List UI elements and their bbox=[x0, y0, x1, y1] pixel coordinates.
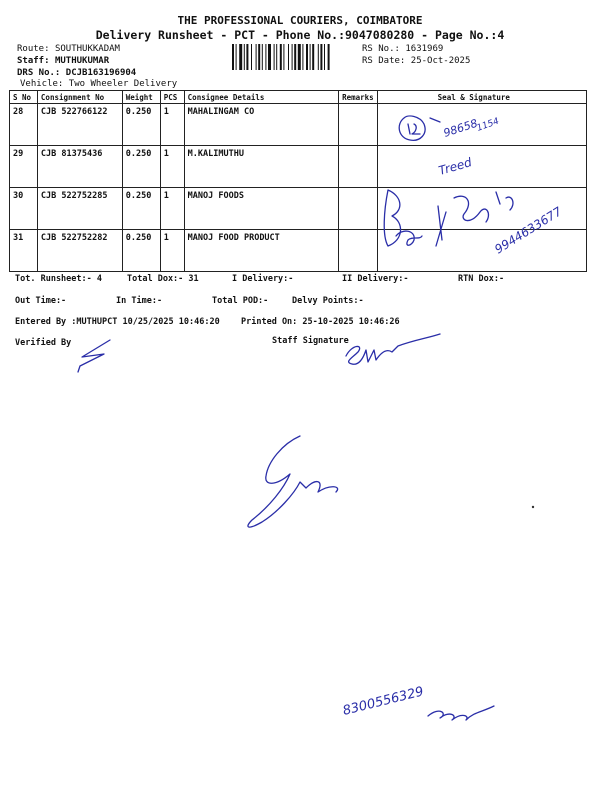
rs-date-value: 25-Oct-2025 bbox=[410, 56, 471, 66]
col-seal-signature: Seal & Signature bbox=[377, 91, 586, 104]
large-signature-mark bbox=[248, 436, 338, 527]
route-label: Route: bbox=[17, 44, 50, 54]
col-pcs: PCS bbox=[160, 91, 184, 104]
signature-row28 bbox=[399, 116, 501, 140]
col-consignment: Consignment No bbox=[37, 91, 122, 104]
delvy-points: Delvy Points:- bbox=[292, 296, 364, 306]
col-consignee: Consignee Details bbox=[184, 91, 338, 104]
rs-no-value: 1631969 bbox=[405, 44, 444, 54]
row29-note: Treed bbox=[436, 155, 474, 178]
entered-by: Entered By :MUTHUPCT 10/25/2025 10:46:20 bbox=[15, 317, 220, 327]
total-pod: Total POD:- bbox=[212, 296, 269, 306]
verified-by: Verified By bbox=[15, 338, 72, 348]
bottom-phone: 8300556329 bbox=[341, 684, 426, 719]
vehicle-label: Vehicle: bbox=[20, 79, 64, 89]
cell-pcs: 1 bbox=[160, 188, 184, 230]
cell-sno: 31 bbox=[10, 230, 38, 272]
staff-signature-mark bbox=[346, 334, 440, 364]
cell-consignee: MANOJ FOODS bbox=[184, 188, 338, 230]
printed-on: Printed On: 25-10-2025 10:46:26 bbox=[241, 317, 400, 327]
col-remarks: Remarks bbox=[339, 91, 378, 104]
cell-pcs: 1 bbox=[160, 146, 184, 188]
cell-weight: 0.250 bbox=[122, 104, 160, 146]
in-time: In Time:- bbox=[116, 296, 163, 306]
rs-date-label: RS Date: bbox=[362, 56, 406, 66]
col-weight: Weight bbox=[122, 91, 160, 104]
drs-label: DRS No.: bbox=[17, 68, 61, 78]
cell-weight: 0.250 bbox=[122, 188, 160, 230]
row28-number: 98658 bbox=[441, 116, 480, 140]
staff-signature-label: Staff Signature bbox=[272, 336, 349, 346]
cell-weight: 0.250 bbox=[122, 230, 160, 272]
bottom-scribble bbox=[428, 706, 494, 720]
ink-dot bbox=[532, 506, 534, 508]
ii-delivery: II Delivery:- bbox=[342, 274, 409, 284]
signature-row30-31 bbox=[384, 190, 564, 257]
cell-consignment: CJB 522752285 bbox=[37, 188, 122, 230]
total-dox: Total Dox:- 31 bbox=[127, 274, 199, 284]
drs-value: DCJB163196904 bbox=[65, 68, 137, 78]
cell-weight: 0.250 bbox=[122, 146, 160, 188]
out-time: Out Time:- bbox=[15, 296, 67, 306]
cell-consignment: CJB 522752282 bbox=[37, 230, 122, 272]
route-value: SOUTHUKKADAM bbox=[54, 44, 120, 54]
cell-sno: 28 bbox=[10, 104, 38, 146]
rs-no-label: RS No.: bbox=[362, 44, 400, 54]
row28-extra: 1154 bbox=[475, 116, 501, 134]
row30-phone: 9944633677 bbox=[492, 204, 565, 257]
cell-consignee: MAHALINGAM CO bbox=[184, 104, 338, 146]
cell-sno: 30 bbox=[10, 188, 38, 230]
cell-sno: 29 bbox=[10, 146, 38, 188]
cell-pcs: 1 bbox=[160, 104, 184, 146]
staff-label: Staff: bbox=[17, 56, 50, 66]
col-sno: S No bbox=[10, 91, 38, 104]
verified-by-mark bbox=[78, 340, 110, 372]
company-title: THE PROFESSIONAL COURIERS, COIMBATORE bbox=[177, 14, 423, 27]
tot-runsheet: Tot. Runsheet:- 4 bbox=[15, 274, 102, 284]
rtn-dox: RTN Dox:- bbox=[458, 274, 505, 284]
cell-consignment: CJB 522766122 bbox=[37, 104, 122, 146]
vehicle-value: Two Wheeler Delivery bbox=[68, 79, 178, 89]
cell-consignment: CJB 81375436 bbox=[37, 146, 122, 188]
cell-pcs: 1 bbox=[160, 230, 184, 272]
cell-consignee: MANOJ FOOD PRODUCT bbox=[184, 230, 338, 272]
i-delivery: I Delivery:- bbox=[232, 274, 294, 284]
runsheet-subtitle: Delivery Runsheet - PCT - Phone No.:9047080280 - Page No.:4 bbox=[95, 28, 505, 42]
staff-value: MUTHUKUMAR bbox=[54, 56, 110, 66]
cell-consignee: M.KALIMUTHU bbox=[184, 146, 338, 188]
